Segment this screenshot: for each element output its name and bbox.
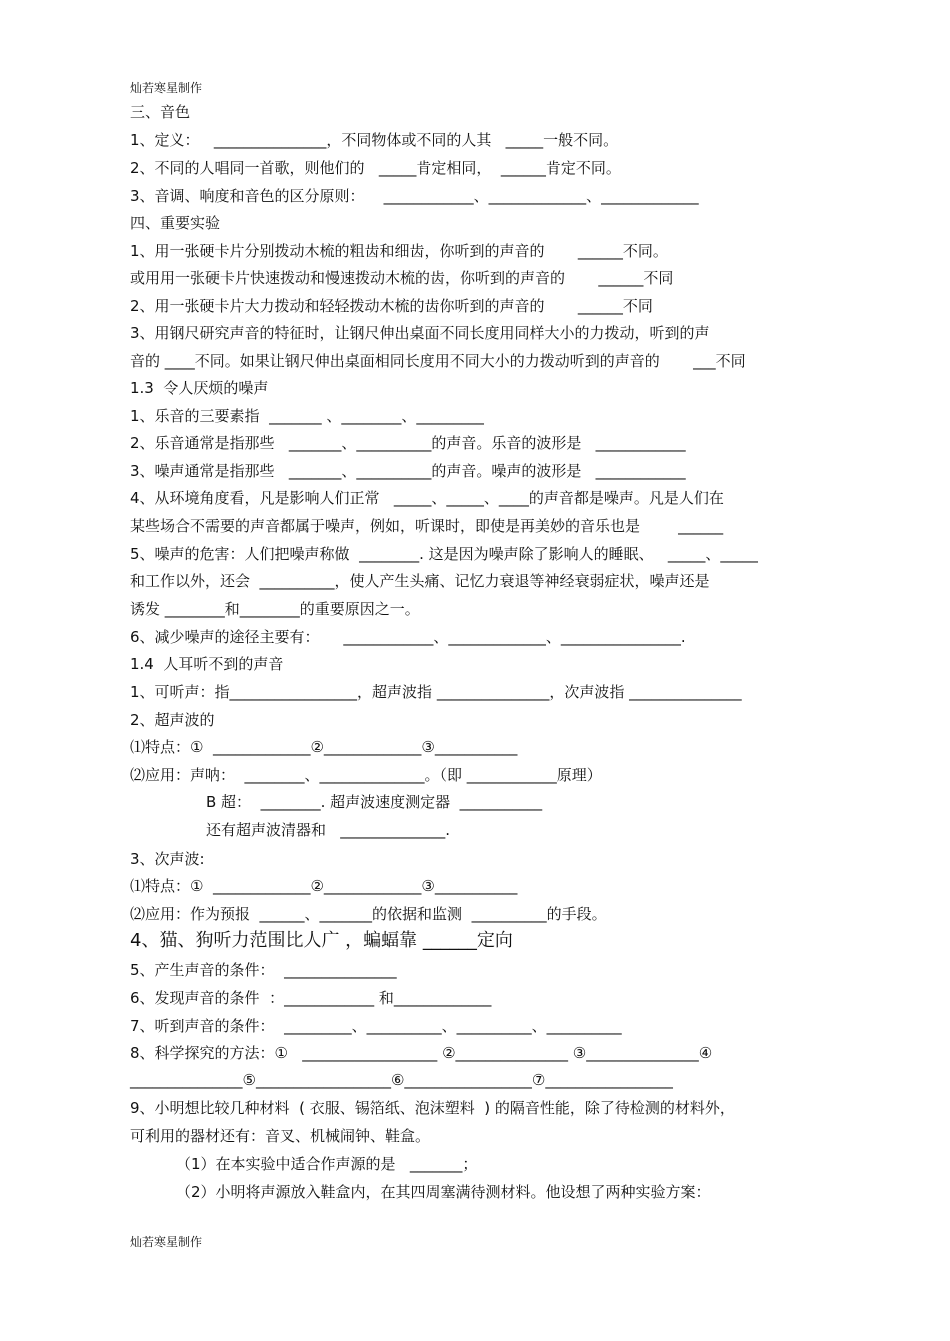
text-line: 3、音调、响度和音色的区分原则： ____________、_____________、_____________ — [130, 187, 699, 205]
text-line: 4、猫、狗听力范围比人广 ，蝙蝠靠 ______定向 — [130, 930, 513, 951]
text-line: 2、超声波的 — [130, 711, 215, 729]
text-line: 或用用一张硬卡片快速拨动和慢速拨动木梳的齿，你听到的声音的 ______不同 — [130, 269, 674, 287]
text-line: 2、乐音通常是指那些 _______、__________的声音。乐音的波形是 ____________ — [130, 434, 686, 452]
text-line: _______________⑤__________________⑥_________________⑦_________________ — [130, 1071, 673, 1089]
text-line: 可利用的器材还有：音叉、机械闹钟、鞋盒。 — [130, 1127, 431, 1145]
text-line: ⑵应用：作为预报 ______、_______的依据和监测 __________的手段。 — [130, 905, 607, 923]
text-line: 3、用钢尺研究声音的特征时，让钢尺伸出桌面不同长度用同样大小的力拨动，听到的声 — [130, 324, 710, 342]
text-line: （1）在本实验中适合作声源的是 _______； — [176, 1155, 478, 1173]
text-line: 5、噪声的危害：人们把噪声称做 ________. 这是因为噪声除了影响人的睡眠、 _____、_____ — [130, 545, 758, 563]
text-line: 1、定义： _______________，不同物体或不同的人其 _____一般不同。 — [130, 131, 619, 149]
text-line: 3、噪声通常是指那些 _______、__________的声音。噪声的波形是 ____________ — [130, 462, 686, 480]
text-line: 8、科学探究的方法：① __________________ ②_______________ ③_______________④ — [130, 1044, 713, 1062]
text-line: 4、从环境角度看，凡是影响人们正常 _____、_____、____的声音都是噪声。凡是人们在 — [130, 489, 724, 507]
page-header: 灿若寒星制作 — [130, 81, 203, 95]
section-heading: 1.4 人耳听不到的声音 — [130, 655, 284, 673]
text-line: 诱发 ________和________的重要原因之一。 — [130, 600, 420, 618]
text-line: 和工作以外，还会 __________，使人产生头痛、记忆力衰退等神经衰弱症状，噪声还是 — [130, 572, 710, 590]
text-line: 某些场合不需要的声音都属于噪声，例如，听课时，即使是再美妙的音乐也是 ______ — [130, 517, 724, 535]
text-line: 2、不同的人唱同一首歌，则他们的 _____肯定相同， ______肯定不同。 — [130, 159, 621, 177]
text-line: 1、乐音的三要素指 _______ 、________、_________ — [130, 407, 484, 425]
text-line: 2、用一张硬卡片大力拨动和轻轻拨动木梳的齿你听到的声音的 ______不同 — [130, 297, 653, 315]
section-heading: 三、音色 — [130, 103, 191, 121]
text-line: 音的 ____不同。如果让钢尺伸出桌面相同长度用不同大小的力拨动听到的声音的 ___不同 — [130, 352, 746, 370]
text-line: 5、产生声音的条件： _______________ — [130, 961, 397, 979]
section-heading: 四、重要实验 — [130, 214, 221, 232]
text-line: 6、发现声音的条件 ：____________ 和_____________ — [130, 989, 492, 1007]
text-line: （2）小明将声源放入鞋盒内，在其四周塞满待测材料。他设想了两种实验方案： — [176, 1183, 711, 1201]
text-line: 1、可听声：指_________________，超声波指 _______________，次声波指 _______________ — [130, 683, 742, 701]
section-heading: 1.3 令人厌烦的噪声 — [130, 379, 269, 397]
text-line: ⑴特点：① _____________②_____________③___________ — [130, 738, 518, 756]
page-footer: 灿若寒星制作 — [130, 1235, 203, 1249]
text-line: 1、用一张硬卡片分别拨动木梳的粗齿和细齿，你听到的声音的 ______不同。 — [130, 242, 668, 260]
text-line: 3、次声波: — [130, 850, 205, 868]
text-line: B 超： ________. 超声波速度测定器 ___________ — [206, 793, 543, 811]
text-line: ⑴特点：① _____________②_____________③___________ — [130, 877, 518, 895]
text-line: 7、听到声音的条件： _________、__________、__________、__________ — [130, 1017, 622, 1035]
text-line: 6、减少噪声的途径主要有： ____________、_____________、________________. — [130, 628, 686, 646]
text-line: ⑵应用：声呐： ________、______________。（即 ____________原理） — [130, 766, 602, 784]
text-line: 还有超声波清器和 ______________. — [206, 821, 451, 839]
text-line: 9、小明想比较几种材料 ( 衣服、锡箔纸、泡沫塑料 ) 的隔音性能，除了待检测的材料外， — [130, 1099, 735, 1117]
